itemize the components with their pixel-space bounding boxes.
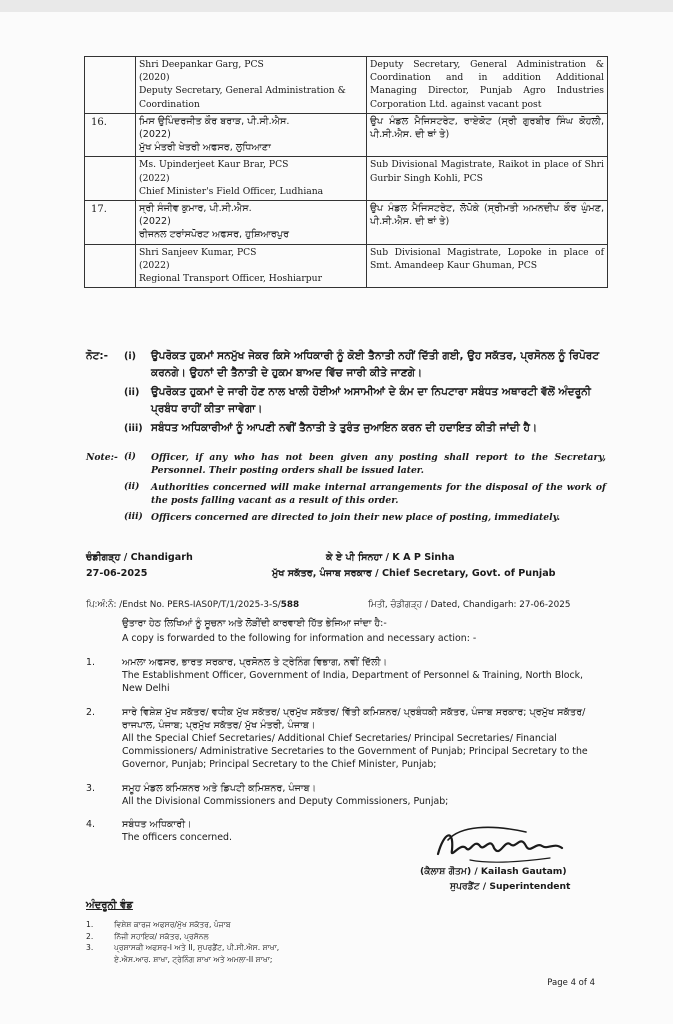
posting-cell: Deputy Secretary, General Administration & Coordination and in addition Additional Managing Director, Punjab Agro Industries Corporation Ltd. against vacant post — [370, 59, 604, 110]
item-text: ਨਿੱਜੀ ਸਹਾਇਕ/ ਸਕੱਤਰ, ਪ੍ਰਸੋਨਲ — [114, 931, 209, 941]
table-row — [85, 245, 607, 289]
list-item — [86, 656, 606, 696]
posting-cell: Sub Divisional Magistrate, Lopoke in place of Smt. Amandeep Kaur Ghuman, PCS — [370, 246, 604, 271]
note-number: (ii) — [124, 482, 140, 492]
note-text: ਸਬੰਧਤ ਅਧਿਕਾਰੀਆਂ ਨੂੰ ਆਪਣੀ ਨਵੀਂ ਤੈਨਾਤੀ ਤੇ ਤੁਰੰਤ ਜੁਆਇਨ ਕਰਨ ਦੀ ਹਦਾਇਤ ਕੀਤੀ ਜਾਂਦੀ ਹੈ। — [151, 422, 538, 434]
note-text: Officer, if any who has not been given any posting shall report to the Secretary, Personnel. Their posting orders shall be issued later. — [151, 452, 606, 476]
note-label: ਨੋਟ:- — [86, 350, 109, 362]
officer-cell: Ms. Upinderjeet Kaur Brar, PCS (2022) Chief Minister's Field Officer, Ludhiana — [136, 157, 367, 200]
note-label: Note:- — [86, 452, 118, 463]
officer-cell: Shri Sanjeev Kumar, PCS (2022) Regional Transport Officer, Hoshiarpur — [136, 245, 367, 288]
item-text-english: The officers concerned. — [122, 832, 232, 844]
list-item — [86, 931, 486, 943]
item-number: 2. — [86, 931, 94, 941]
note-number: (i) — [124, 351, 137, 362]
item-text-punjabi: ਸਬੰਧਤ ਅਧਿਕਾਰੀ। — [122, 819, 192, 831]
table-row — [85, 201, 607, 245]
note-text: Authorities concerned will make internal arrangements for the disposal of the work of the posts falling vacant as a result of this order. — [151, 482, 606, 506]
note-text: ਉਪਰੋਕਤ ਹੁਕਮਾਂ ਦੇ ਜਾਰੀ ਹੋਣ ਨਾਲ ਖਾਲੀ ਹੋਈਆਂ ਅਸਾਮੀਆਂ ਦੇ ਕੰਮ ਦਾ ਨਿਪਟਾਰਾ ਸਬੰਧਤ ਅਥਾਰਟੀ ਵੱਲੋਂ ਅੰਦਰੂਨੀ ਪ੍ਰਬੰਧ ਰਾਹੀਂ ਕੀਤਾ ਜਾਵੇਗਾ। — [151, 386, 591, 415]
list-item — [86, 782, 606, 808]
serial-number: 16. — [85, 114, 136, 157]
table-row — [85, 57, 607, 114]
table-row — [85, 157, 607, 201]
forward-text-punjabi: ਉਤਾਰਾ ਹੇਠ ਲਿਖਿਆਂ ਨੂੰ ਸੂਚਨਾ ਅਤੇ ਲੋੜੀਂਦੀ ਕਾਰਵਾਈ ਹਿੱਤ ਭੇਜਿਆ ਜਾਂਦਾ ਹੈ:- — [122, 618, 387, 629]
handwritten-signature — [430, 820, 580, 870]
item-text: ਪ੍ਰਸ਼ਾਸਕੀ ਅਫਸਰ-I ਅਤੇ II, ਸੁਪਰਡੈਂਟ, ਪੀ.ਸੀ.ਐਸ. ਸ਼ਾਖਾ, ਏ.ਐਸ.ਆਰ. ਸ਼ਾਖਾ, ਟ੍ਰੇਨਿੰਗ ਸ਼ਾਖਾ ਅਤੇ ਅਮਲਾ-II ਸ਼ਾਖਾ; — [114, 943, 280, 964]
item-text-punjabi: ਸਮੂਹ ਮੰਡਲ ਕਮਿਸ਼ਨਰ ਅਤੇ ਡਿਪਟੀ ਕਮਿਸ਼ਨਰ, ਪੰਜਾਬ। — [122, 782, 317, 794]
item-text-punjabi: ਅਮਲਾ ਅਫਸਰ, ਭਾਰਤ ਸਰਕਾਰ, ਪ੍ਰਸੋਨਲ ਤੇ ਟ੍ਰੇਨਿੰਗ ਵਿਭਾਗ, ਨਵੀਂ ਦਿੱਲੀ। — [122, 657, 388, 668]
place: ਚੰਡੀਗੜ੍ਹ / Chandigarh — [86, 552, 193, 563]
item-number: 1. — [86, 657, 95, 668]
date: 27-06-2025 — [86, 568, 148, 579]
item-text-punjabi: ਸਾਰੇ ਵਿਸ਼ੇਸ਼ ਮੁੱਖ ਸਕੱਤਰ/ ਵਧੀਕ ਮੁੱਖ ਸਕੱਤਰ/ ਪ੍ਰਮੁੱਖ ਸਕੱਤਰ/ ਵਿੱਤੀ ਕਮਿਸ਼ਨਰ/ ਪ੍ਰਬੰਧਕੀ ਸਕੱਤਰ, ਪੰਜਾਬ ਸਰਕਾਰ; ਪ੍ਰਮੁੱਖ ਸਕੱਤਰ/ ਰਾਜਪਾਲ, ਪੰਜਾਬ; ਪ੍ਰਮੁੱਖ ਸਕੱਤਰ/ ਮੁੱਖ ਮੰਤਰੀ, ਪੰਜਾਬ। — [122, 706, 586, 731]
notes-english — [86, 451, 606, 524]
superintendent-name: (ਕੈਲਾਸ਼ ਗੌਤਮ) / Kailash Gautam) — [420, 866, 567, 877]
internal-heading: ਅੰਦਰੂਨੀ ਵੰਡ — [86, 900, 133, 911]
officer-cell: ਸ੍ਰੀ ਸੰਜੀਵ ਕੁਮਾਰ, ਪੀ.ਸੀ.ਐਸ. (2022) ਰੀਜਨਲ ਟਰਾਂਸਪੋਰਟ ਅਫਸਰ, ਹੁਸ਼ਿਆਰਪੁਰ — [136, 201, 367, 244]
recipient-list — [86, 656, 606, 844]
item-number: 4. — [86, 819, 95, 831]
table-row — [85, 114, 607, 158]
internal-distribution — [86, 900, 486, 965]
item-number: 3. — [86, 782, 95, 794]
item-number: 3. — [86, 943, 94, 952]
item-text-english: All the Special Chief Secretaries/ Additional Chief Secretaries/ Principal Secretaries/ Financial Commissioners/ Administrative Secretaries to the Government of Punjab; Principal Secretary to the Governor, Punjab; Principal Secretary to the Chief Minister, Punjab; — [122, 733, 588, 771]
serial-number — [85, 57, 136, 113]
superintendent-title: ਸੁਪਰਡੈਂਟ / Superintendent — [450, 881, 571, 892]
note-number: (iii) — [124, 423, 143, 434]
endorsement-serial: 588 — [280, 600, 300, 610]
officer-cell: ਮਿਸ ਉਪਿੰਦਰਜੀਤ ਕੌਰ ਬਰਾੜ, ਪੀ.ਸੀ.ਐਸ. (2022) ਮੁੱਖ ਮੰਤਰੀ ਖੇਤਰੀ ਅਫਸਰ, ਲੁਧਿਆਣਾ — [136, 114, 367, 157]
item-text-english: The Establishment Officer, Government of India, Department of Personnel & Training, North Block, New Delhi — [122, 670, 584, 695]
list-item — [86, 942, 486, 965]
item-number: 1. — [86, 920, 94, 929]
item-text: ਵਿਸ਼ੇਸ਼ ਕਾਰਜ ਅਫਸਰ/ਮੁੱਖ ਸਕੱਤਰ, ਪੰਜਾਬ — [114, 920, 231, 929]
serial-number — [85, 157, 136, 200]
item-text-english: All the Divisional Commissioners and Deputy Commissioners, Punjab; — [122, 795, 449, 807]
note-text: Officers concerned are directed to join their new place of posting, immediately. — [151, 512, 561, 523]
signatory-name: ਕੇ ਏ ਪੀ ਸਿਨਹਾ / K A P Sinha — [326, 552, 455, 563]
posting-cell: Sub Divisional Magistrate, Raikot in place of Shri Gurbir Singh Kohli, PCS — [370, 159, 604, 184]
officer-cell: Shri Deepankar Garg, PCS (2020) Deputy Secretary, General Administration & Coordination — [136, 57, 367, 113]
note-number: (ii) — [124, 387, 140, 398]
signatory-title: ਮੁੱਖ ਸਕੱਤਰ, ਪੰਜਾਬ ਸਰਕਾਰ / Chief Secretary, Govt. of Punjab — [272, 568, 556, 579]
endorsement-date: ਮਿਤੀ, ਚੰਡੀਗੜ੍ਹ / Dated, Chandigarh: 27-06-2025 — [368, 600, 571, 610]
endorsement-number: ਪਿ:ਅੰ:ਨੰ: /Endst No. PERS-IAS0P/T/1/2025-3-S/ — [86, 600, 281, 610]
posting-cell: ਉਪ ਮੰਡਲ ਮੈਜਿਸਟਰੇਟ, ਲੋਪੋਕੇ (ਸ੍ਰੀਮਤੀ ਅਮਨਦੀਪ ਕੌਰ ਘੁੰਮਣ, ਪੀ.ਸੀ.ਐਸ. ਦੀ ਥਾਂ ਤੇ) — [370, 203, 604, 228]
notes-punjabi — [86, 348, 606, 437]
endorsement-line — [86, 600, 299, 610]
serial-number — [85, 245, 136, 288]
list-item — [86, 919, 486, 931]
serial-number: 17. — [85, 201, 136, 244]
note-number: (i) — [124, 452, 136, 462]
note-number: (iii) — [124, 512, 143, 522]
item-number: 2. — [86, 706, 95, 718]
transfer-table — [84, 56, 608, 288]
note-text: ਉਪਰੋਕਤ ਹੁਕਮਾਂ ਸਨਮੁੱਖ ਜੇਕਰ ਕਿਸੇ ਅਧਿਕਾਰੀ ਨੂੰ ਕੋਈ ਤੈਨਾਤੀ ਨਹੀਂ ਦਿੱਤੀ ਗਈ, ਉਹ ਸਕੱਤਰ, ਪ੍ਰਸੋਨਲ ਨੂੰ ਰਿਪੋਰਟ ਕਰਨਗੇ। ਉਹਨਾਂ ਦੀ ਤੈਨਾਤੀ ਦੇ ਹੁਕਮ ਬਾਅਦ ਵਿੱਚ ਜਾਰੀ ਕੀਤੇ ਜਾਣਗੇ। — [151, 350, 600, 379]
posting-cell: ਉਪ ਮੰਡਲ ਮੈਜਿਸਟਰੇਟ, ਰਾਏਕੋਟ (ਸ੍ਰੀ ਗੁਰਬੀਰ ਸਿੰਘ ਕੋਹਲੀ, ਪੀ.ਸੀ.ਐਸ. ਦੀ ਥਾਂ ਤੇ) — [370, 115, 604, 141]
forward-text-english: A copy is forwarded to the following for information and necessary action: - — [122, 633, 477, 644]
list-item — [86, 706, 606, 772]
page-number: Page 4 of 4 — [547, 978, 595, 988]
top-band — [0, 0, 673, 12]
